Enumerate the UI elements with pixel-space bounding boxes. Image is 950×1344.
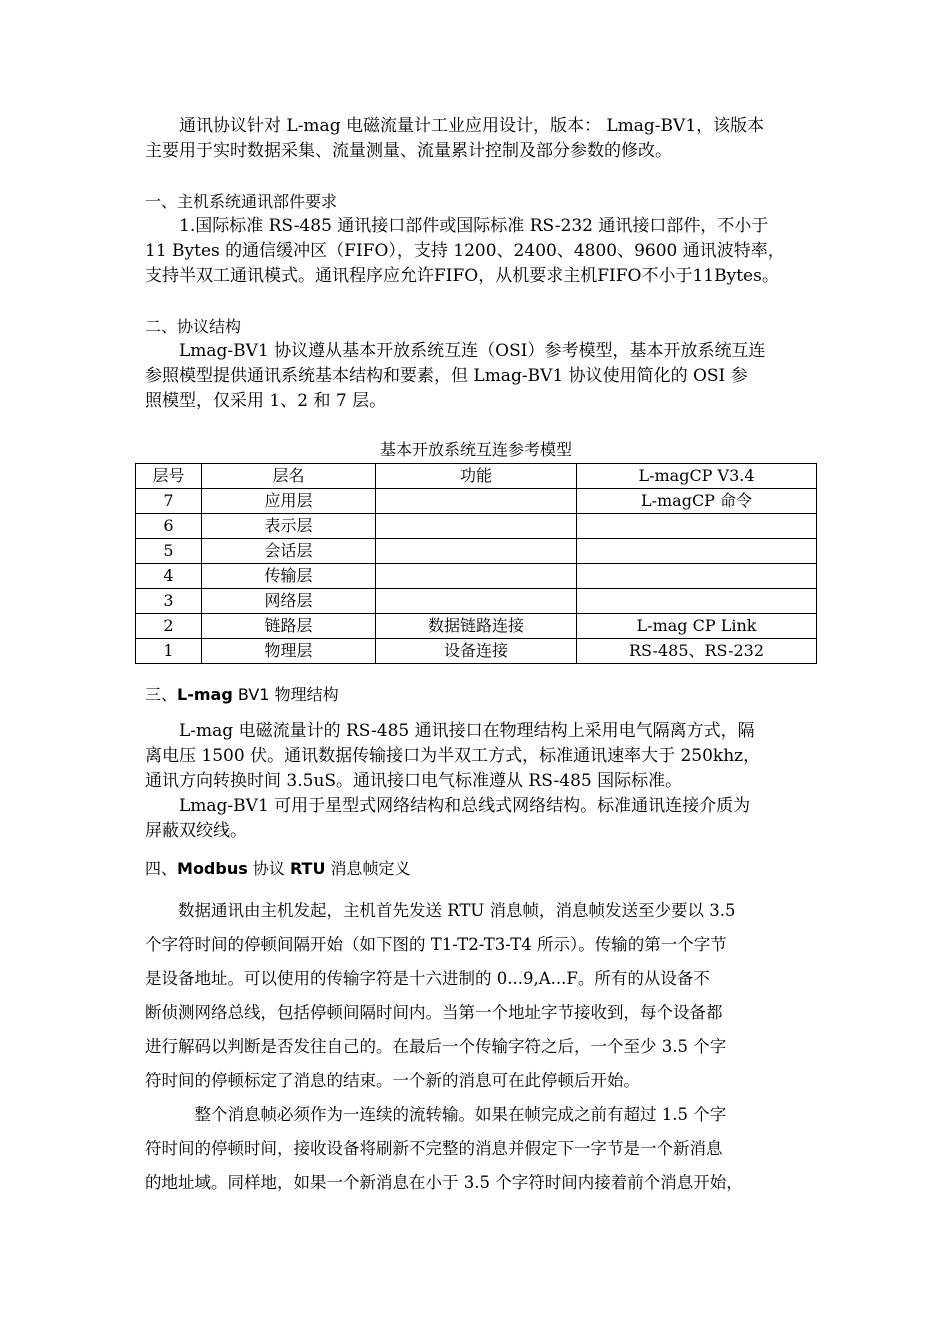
- section4-paragraph: [145, 894, 813, 1200]
- section3-line: Lmag-BV1 可用于星型式网络结构和总线式网络结构。标准通讯连接介质为: [145, 796, 751, 816]
- section2-line: Lmag-BV1 协议遵从基本开放系统互连（OSI）参考模型，基本开放系统互连: [145, 341, 766, 361]
- table-header-row: [136, 464, 817, 489]
- table-row: [136, 589, 817, 614]
- section3-heading: [145, 684, 339, 706]
- section4-heading-rest: 消息帧定义: [325, 859, 411, 878]
- section1-line: 11 Bytes 的通信缓冲区（FIFO），支持 1200、2400、4800、9600 通讯波特率，: [145, 241, 785, 261]
- table-cell: 表示层: [202, 514, 376, 539]
- section1-line: 支持半双工通讯模式。通讯程序应允许FIFO，从机要求主机FIFO不小于11Bytes。: [145, 266, 779, 286]
- section2-heading: 二、协议结构: [145, 317, 242, 336]
- section3-line: L-mag 电磁流量计的 RS-485 通讯接口在物理结构上采用电气隔离方式，隔: [145, 721, 755, 741]
- table-cell: 物理层: [202, 639, 376, 664]
- section3-heading-rest: BV1 物理结构: [232, 685, 339, 704]
- section2-line: 参照模型提供通讯系统基本结构和要素，但 Lmag-BV1 协议使用简化的 OSI 参: [145, 366, 748, 386]
- table-cell: L-mag CP Link: [577, 614, 817, 639]
- table-cell: 6: [136, 514, 202, 539]
- section4-line: 整个消息帧必须作为一连续的流转输。如果在帧完成之前有超过 1.5 个字: [145, 1105, 727, 1124]
- section3-heading-prefix: 三、: [145, 685, 178, 704]
- intro-line: 通讯协议针对 L-mag 电磁流量计工业应用设计，版本： Lmag-BV1，该版本: [145, 116, 765, 136]
- section4-heading-mid: 协议: [247, 859, 290, 878]
- table-cell: [376, 514, 577, 539]
- table-cell: [376, 489, 577, 514]
- table-cell: 7: [136, 489, 202, 514]
- table-header-cell: 层名: [202, 464, 376, 489]
- section4-heading: [145, 858, 411, 880]
- section1-line: 1.国际标准 RS-485 通讯接口部件或国际标准 RS-232 通讯接口部件，不小于: [145, 216, 769, 236]
- table-cell: 4: [136, 564, 202, 589]
- table-cell: 数据链路连接: [376, 614, 577, 639]
- section4-heading-bold-modbus: Modbus: [177, 859, 248, 878]
- section4-line: 个字符时间的停顿间隔开始（如下图的 T1-T2-T3-T4 所示）。传输的第一个字节: [145, 935, 727, 954]
- table-cell: 3: [136, 589, 202, 614]
- table-cell: [577, 589, 817, 614]
- table-header-cell: 功能: [376, 464, 577, 489]
- table-cell: 设备连接: [376, 639, 577, 664]
- section4-line: 的地址域。同样地，如果一个新消息在小于 3.5 个字符时间内接着前个消息开始，: [145, 1173, 743, 1192]
- section4-heading-prefix: 四、: [145, 859, 178, 878]
- section4-line: 断侦测网络总线，包括停顿间隔时间内。当第一个地址字节接收到，每个设备都: [145, 1003, 723, 1022]
- table-cell: [577, 564, 817, 589]
- intro-paragraph: [145, 114, 813, 164]
- section3-line: 离电压 1500 伏。通讯数据传输接口为半双工方式，标准通讯速率大于 250khz，: [145, 746, 761, 766]
- table-cell: 应用层: [202, 489, 376, 514]
- section3-paragraph: [145, 719, 813, 844]
- table-cell: L-magCP 命令: [577, 489, 817, 514]
- table-cell: 会话层: [202, 539, 376, 564]
- section4-line: 进行解码以判断是否发往自己的。在最后一个传输字符之后，一个至少 3.5 个字: [145, 1037, 727, 1056]
- section4-line: 符时间的停顿时间，接收设备将刷新不完整的消息并假定下一字节是一个新消息: [145, 1139, 723, 1158]
- intro-line: 主要用于实时数据采集、流量测量、流量累计控制及部分参数的修改。: [145, 141, 672, 161]
- table-header-cell: L-magCP V3.4: [577, 464, 817, 489]
- table-row: [136, 639, 817, 664]
- section1-heading: 一、主机系统通讯部件要求: [145, 192, 338, 211]
- table-cell: 网络层: [202, 589, 376, 614]
- table-cell: 2: [136, 614, 202, 639]
- table-cell: RS-485、RS-232: [577, 639, 817, 664]
- section2-paragraph: [145, 339, 813, 414]
- table-caption: 基本开放系统互连参考模型: [379, 440, 572, 459]
- table-cell: [376, 564, 577, 589]
- table-cell: [577, 514, 817, 539]
- table-cell: [577, 539, 817, 564]
- table-cell: 1: [136, 639, 202, 664]
- table-cell: [376, 539, 577, 564]
- table-row: [136, 564, 817, 589]
- section2-line: 照模型，仅采用 1、2 和 7 层。: [145, 391, 387, 411]
- table-cell: 传输层: [202, 564, 376, 589]
- table-row: [136, 614, 817, 639]
- section4-line: 是设备地址。可以使用的传输字符是十六进制的 0...9,A...F。所有的从设备不: [145, 969, 710, 988]
- table-header-cell: 层号: [136, 464, 202, 489]
- osi-table: [135, 463, 817, 664]
- section1-paragraph: [145, 214, 813, 289]
- table-cell: 链路层: [202, 614, 376, 639]
- table-row: [136, 514, 817, 539]
- section4-heading-bold-rtu: RTU: [289, 859, 326, 878]
- section3-line: 通讯方向转换时间 3.5uS。通讯接口电气标准遵从 RS-485 国际标准。: [145, 771, 683, 791]
- table-cell: [376, 589, 577, 614]
- section4-line: 符时间的停顿标定了消息的结束。一个新的消息可在此停顿后开始。: [145, 1071, 640, 1090]
- section4-line: 数据通讯由主机发起，主机首先发送 RTU 消息帧，消息帧发送至少要以 3.5: [145, 901, 736, 920]
- table-cell: 5: [136, 539, 202, 564]
- section3-heading-bold: L-mag: [177, 685, 233, 704]
- table-row: [136, 489, 817, 514]
- section3-line: 屏蔽双绞线。: [145, 821, 247, 841]
- table-row: [136, 539, 817, 564]
